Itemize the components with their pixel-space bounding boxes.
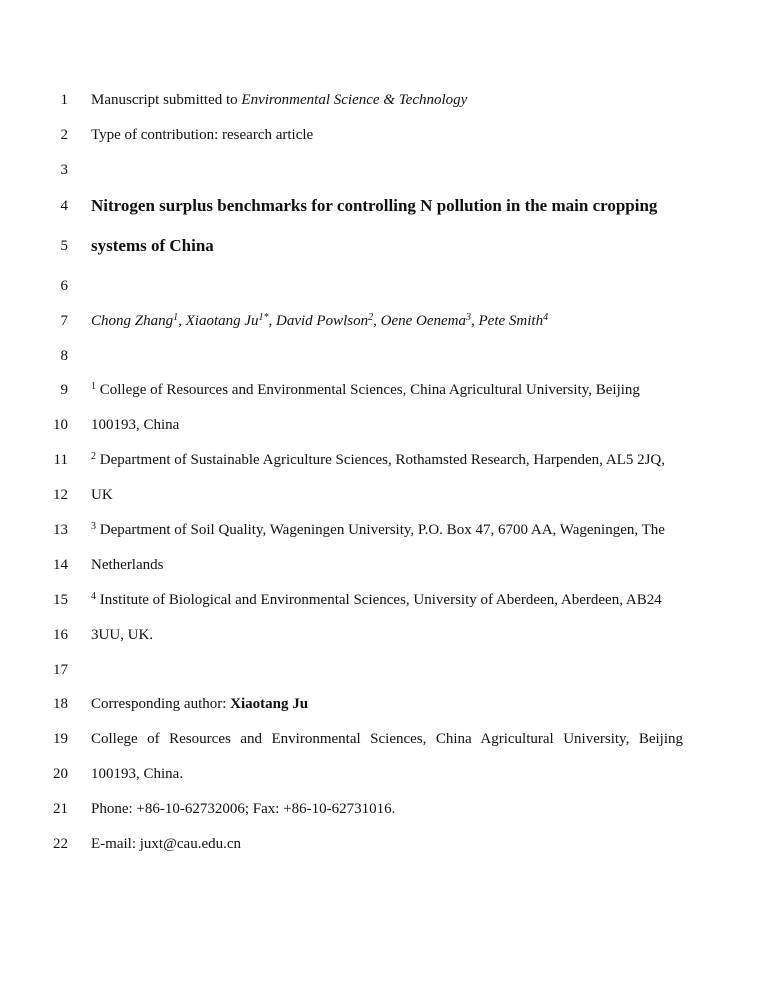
affiliation-text: Institute of Biological and Environmental Sciences, University of Aberdeen, Aberdeen, AB24 <box>96 592 662 608</box>
corresponding-address-line-1: College of Resources and Environmental Sciences, China Agricultural University, Beijing <box>91 731 683 747</box>
affiliation-text: Department of Soil Quality, Wageningen University, P.O. Box 47, 6700 AA, Wageningen, The <box>96 522 665 538</box>
submission-prefix: Manuscript submitted to <box>91 92 242 108</box>
author-affiliation-mark: 2 <box>368 312 374 323</box>
line-number: 3 <box>60 162 68 178</box>
line-number: 2 <box>60 127 68 143</box>
line-number: 8 <box>60 348 68 364</box>
line-number: 12 <box>53 487 68 503</box>
affiliation-1-line-1 <box>91 380 640 400</box>
author-affiliation-mark: 1* <box>258 312 269 323</box>
affiliation-text: College of Resources and Environmental Sciences, China Agricultural University, Beijing <box>96 382 640 398</box>
author-affiliation-mark: 1 <box>173 312 179 323</box>
author-name: Pete Smith <box>478 313 544 329</box>
line-number: 15 <box>53 592 68 608</box>
affiliation-mark: 3 <box>91 521 96 532</box>
affiliation-3-line-1 <box>91 520 665 540</box>
affiliation-2-line-2: UK <box>91 487 113 503</box>
author-affiliation-mark: 3 <box>466 312 471 323</box>
line-number: 19 <box>53 731 68 747</box>
line-number: 20 <box>53 766 68 782</box>
author-separator: , <box>268 313 277 329</box>
line-number: 13 <box>53 522 68 538</box>
author-separator: , <box>373 313 381 329</box>
line-number: 18 <box>53 696 68 712</box>
email: E-mail: juxt@cau.edu.cn <box>91 836 242 852</box>
affiliation-1-line-2: 100193, China <box>91 417 180 433</box>
line-number: 21 <box>53 801 68 817</box>
author-affiliation-mark: 4 <box>543 312 549 323</box>
line-number: 11 <box>53 452 68 468</box>
affiliation-text: Department of Sustainable Agriculture Sciences, Rothamsted Research, Harpenden, AL5 2JQ, <box>96 452 666 468</box>
journal-name: Environmental Science & Technology <box>241 92 468 108</box>
author-name: Chong Zhang <box>91 313 174 329</box>
line-number: 17 <box>53 662 68 678</box>
affiliation-mark: 1 <box>91 381 96 392</box>
contribution-type: Type of contribution: research article <box>91 127 314 143</box>
corresponding-author <box>91 694 308 714</box>
affiliation-2-line-1 <box>91 450 665 470</box>
author-separator: , <box>471 313 479 329</box>
corresponding-address-line-2: 100193, China. <box>91 766 184 782</box>
line-number: 1 <box>60 92 68 108</box>
phone-fax: Phone: +86-10-62732006; Fax: +86-10-62731016. <box>91 801 396 817</box>
line-number: 10 <box>53 417 68 433</box>
corresponding-label: Corresponding author: <box>91 696 231 712</box>
submission-note <box>91 90 467 110</box>
line-number: 5 <box>60 238 68 254</box>
affiliation-4-line-1 <box>91 590 662 610</box>
line-number: 4 <box>60 198 68 214</box>
corresponding-name: Xiaotang Ju <box>230 696 309 712</box>
author-separator: , <box>178 313 186 329</box>
line-number: 14 <box>53 557 68 573</box>
line-number: 7 <box>60 313 68 329</box>
line-number: 16 <box>53 627 68 643</box>
affiliation-3-line-2: Netherlands <box>91 557 164 573</box>
affiliation-mark: 4 <box>91 591 96 602</box>
author-name: David Powlson <box>276 313 369 329</box>
author-name: Oene Oenema <box>380 313 466 329</box>
affiliation-mark: 2 <box>91 451 96 462</box>
line-number: 22 <box>53 836 68 852</box>
author-name: Xiaotang Ju <box>185 313 259 329</box>
line-number: 9 <box>60 382 68 398</box>
affiliation-4-line-2: 3UU, UK. <box>91 627 154 643</box>
paper-title-line-1: Nitrogen surplus benchmarks for controlling N pollution in the main cropping <box>91 196 658 215</box>
paper-title-line-2: systems of China <box>91 236 214 255</box>
author-list <box>91 311 548 331</box>
line-number: 6 <box>60 278 68 294</box>
